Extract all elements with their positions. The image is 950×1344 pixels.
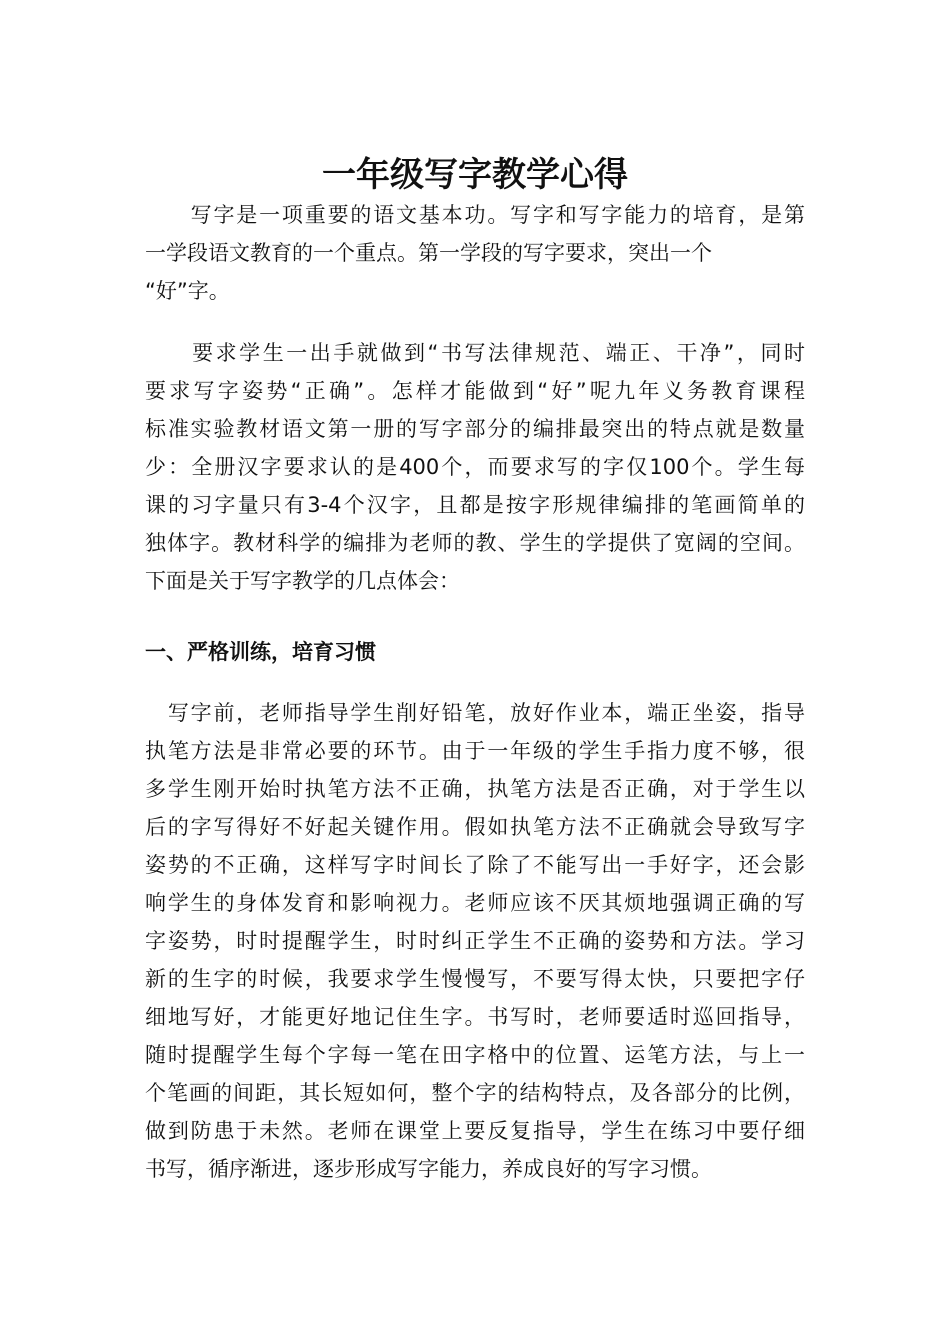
- paragraph-line: “好”字。: [145, 279, 230, 303]
- paragraph-line: 响学生的身体发育和影响视力。老师应该不厌其烦地强调正确的写: [145, 891, 805, 915]
- paragraph-line: 一学段语文教育的一个重点。第一学段的写字要求，突出一个: [145, 241, 712, 265]
- paragraph-line: 少：全册汉字要求认的是400个，而要求写的字仅100个。学生每: [145, 455, 805, 479]
- paragraph-line: 写字前，老师指导学生削好铅笔，放好作业本，端正坐姿，指导: [145, 701, 805, 725]
- paragraph-line: 独体字。教材科学的编排为老师的教、学生的学提供了宽阔的空间。: [145, 531, 805, 555]
- paragraph-line: 随时提醒学生每个字每一笔在田字格中的位置、运笔方法，与上一: [145, 1043, 805, 1067]
- paragraph-intro: [145, 196, 805, 310]
- paragraph-line: 写字是一项重要的语文基本功。写字和写字能力的培育，是第: [145, 203, 805, 227]
- document-title: 一年级写字教学心得: [322, 155, 628, 195]
- paragraph-line: 标准实验教材语文第一册的写字部分的编排最突出的特点就是数量: [145, 417, 805, 441]
- paragraph-line: 姿势的不正确，这样写字时间长了除了不能写出一手好字，还会影: [145, 853, 805, 877]
- paragraph-line: 字姿势，时时提醒学生，时时纠正学生不正确的姿势和方法。学习: [145, 929, 805, 953]
- paragraph-line: 要求写字姿势“正确”。怎样才能做到“好”呢九年义务教育课程: [145, 379, 805, 403]
- section-heading: 一、严格训练，培育习惯: [145, 640, 376, 664]
- paragraph-requirements: [145, 334, 805, 600]
- paragraph-line: 下面是关于写字教学的几点体会：: [145, 569, 460, 593]
- paragraph-line: 课的习字量只有3-4个汉字，且都是按字形规律编排的笔画简单的: [145, 493, 805, 517]
- paragraph-line: 做到防患于未然。老师在课堂上要反复指导，学生在练习中要仔细: [145, 1119, 805, 1143]
- paragraph-line: 书写，循序渐进，逐步形成写字能力，养成良好的写字习惯。: [145, 1157, 712, 1181]
- paragraph-line: 要求学生一出手就做到“书写法律规范、端正、干净”，同时: [145, 341, 805, 365]
- paragraph-training: [145, 694, 805, 1188]
- paragraph-line: 新的生字的时候，我要求学生慢慢写，不要写得太快，只要把字仔: [145, 967, 805, 991]
- paragraph-line: 个笔画的间距，其长短如何，整个字的结构特点，及各部分的比例，: [145, 1081, 805, 1105]
- paragraph-line: 多学生刚开始时执笔方法不正确，执笔方法是否正确，对于学生以: [145, 777, 805, 801]
- paragraph-line: 执笔方法是非常必要的环节。由于一年级的学生手指力度不够，很: [145, 739, 805, 763]
- paragraph-line: 细地写好，才能更好地记住生字。书写时，老师要适时巡回指导，: [145, 1005, 805, 1029]
- paragraph-line: 后的字写得好不好起关键作用。假如执笔方法不正确就会导致写字: [145, 815, 805, 839]
